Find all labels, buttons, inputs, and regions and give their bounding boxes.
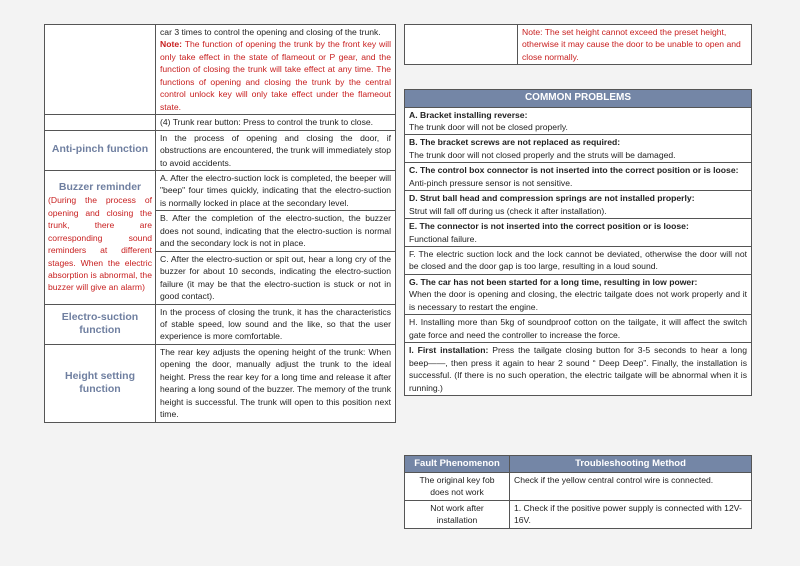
common-problems-title: COMMON PROBLEMS <box>405 90 751 108</box>
problem-text: Functional failure. <box>409 233 477 244</box>
problem-text: H. Installing more than 5kg of soundproof cotton on the tailgate, it will affect the switch gate force and need the controller to increase the force. <box>409 317 747 340</box>
problem-title: A. Bracket installing reverse: <box>409 109 528 120</box>
problem-text: Press the tailgate closing button for 3-5 seconds to hear a long beep——, then press it again to hear 2 sound “ Deep Deep”. Finally, the installation is successful. (If there is no such operation, the electric tailgate will be abnormal when it is running.) <box>409 345 747 393</box>
problem-title: G. The car has not been started for a long time, resulting in low power: <box>409 276 698 287</box>
problem-title: D. Strut ball head and compression springs are not installed properly: <box>409 193 695 204</box>
table-row <box>45 170 396 210</box>
problem-item <box>405 247 751 275</box>
problem-item <box>405 219 751 247</box>
buzzer-item-c: C. After the electro-suction or spit out, hear a long cry of the buzzer for about 10 seconds, indicating the electro-suction failure (it may be that the electro-suction is stuck or not in good contact). <box>156 251 396 304</box>
problem-text: Anti-pinch pressure sensor is not sensitive. <box>409 177 573 188</box>
problem-item <box>405 343 751 395</box>
electro-label-cell <box>45 304 156 344</box>
height-label: Height setting function <box>65 369 135 396</box>
problem-text: Strut will fall off during us (check it after installation). <box>409 205 607 216</box>
fault-method: 1. Check if the positive power supply is connected with 12V-16V. <box>510 500 752 528</box>
fault-header: Fault Phenomenon <box>405 456 510 473</box>
problem-title: I. First installation: <box>409 345 489 356</box>
row-label-empty <box>45 115 156 130</box>
trunk-control-text: car 3 times to control the opening and closing of the trunk. <box>160 27 381 37</box>
row-label-empty <box>405 25 518 65</box>
table-row <box>405 25 752 65</box>
trunk-note-text: The function of opening the trunk by the front key will only take effect in the state of flameout or P gear, and the function of closing the trunk will take effect at any time. The functions of opening and closing the trunk by the central control unlock key will only take effect under the flameout state. <box>160 39 391 112</box>
problem-item <box>405 163 751 191</box>
problem-title: C. The control box connector is not inserted into the correct position or is loose: <box>409 165 739 176</box>
height-note: Note: The set height cannot exceed the preset height, otherwise it may cause the door to be unable to open and close normally. <box>518 25 752 65</box>
height-note-table <box>404 24 752 65</box>
fault-phenomenon: The original key fob does not work <box>405 472 510 500</box>
problem-text: When the door is opening and closing, the electric tailgate does not work properly and it is necessary to restart the engine. <box>409 289 747 312</box>
problem-title: B. The bracket screws are not replaced as required: <box>409 137 621 148</box>
electro-label: Electro-suction function <box>61 310 139 337</box>
problem-text: The trunk door will not be closed properly. <box>409 121 568 132</box>
table-row <box>45 344 396 422</box>
electro-text: In the process of closing the trunk, it has the characteristics of stable speed, low sound and the like, so that the user experience is more comfortable. <box>156 304 396 344</box>
table-row <box>45 304 396 344</box>
height-label-cell <box>45 344 156 422</box>
row-label-empty <box>45 25 156 115</box>
table-row <box>45 130 396 170</box>
table-header-row <box>405 456 752 473</box>
buzzer-label-cell <box>45 170 156 304</box>
anti-pinch-label-cell <box>45 130 156 170</box>
trunk-control-cell <box>156 25 396 115</box>
problem-item <box>405 108 751 136</box>
buzzer-label: Buzzer reminder <box>58 180 142 193</box>
fault-phenomenon: Not work after installation <box>405 500 510 528</box>
problem-item <box>405 275 751 315</box>
problem-text: The trunk door will not closed properly and the struts will be damaged. <box>409 149 676 160</box>
table-row <box>45 25 396 115</box>
method-header: Troubleshooting Method <box>510 456 752 473</box>
table-row <box>45 115 396 130</box>
trunk-note-label: Note: <box>160 39 182 50</box>
height-text: The rear key adjusts the opening height of the trunk: When opening the door, manually adjust the trunk to the ideal height. Press the rear key for a long time and release it after hearing a long sound of the buzzer. The memory of the trunk height is successful. The trunk will open to this position next time. <box>156 344 396 422</box>
function-table <box>44 24 396 423</box>
table-row <box>405 472 752 500</box>
problem-text: F. The electric suction lock and the lock cannot be deviated, otherwise the door will not be closed and the door gap is too large, resulting in a loud sound. <box>409 249 747 272</box>
fault-table <box>404 455 752 529</box>
table-row <box>405 500 752 528</box>
problem-item <box>405 135 751 163</box>
buzzer-item-a: A. After the electro-suction lock is completed, the beeper will "beep" four times quickly, indicating that the electro-suction is normally locked in place at the secondary level. <box>156 170 396 210</box>
anti-pinch-label: Anti-pinch function <box>51 143 149 156</box>
buzzer-item-b: B. After the completion of the electro-suction, the buzzer does not sound, indicating that the electro-suction is normal and the secondary lock is not in place. <box>156 211 396 251</box>
problem-item <box>405 191 751 219</box>
problem-item <box>405 315 751 343</box>
anti-pinch-text: In the process of opening and closing the door, if obstructions are encountered, the trunk will immediately stop to avoid accidents. <box>156 130 396 170</box>
trunk-note <box>160 38 391 113</box>
common-problems-box <box>404 89 752 396</box>
buzzer-note: (During the process of opening and closing the trunk, there are corresponding sound reminders at different stages. When the electric absorption is abnormal, the buzzer will give an alarm) <box>48 195 152 293</box>
problem-title: E. The connector is not inserted into the correct position or is loose: <box>409 221 689 232</box>
fault-method: Check if the yellow central control wire is connected. <box>510 472 752 500</box>
trunk-rear-button-text: (4) Trunk rear button: Press to control the trunk to close. <box>156 115 396 130</box>
